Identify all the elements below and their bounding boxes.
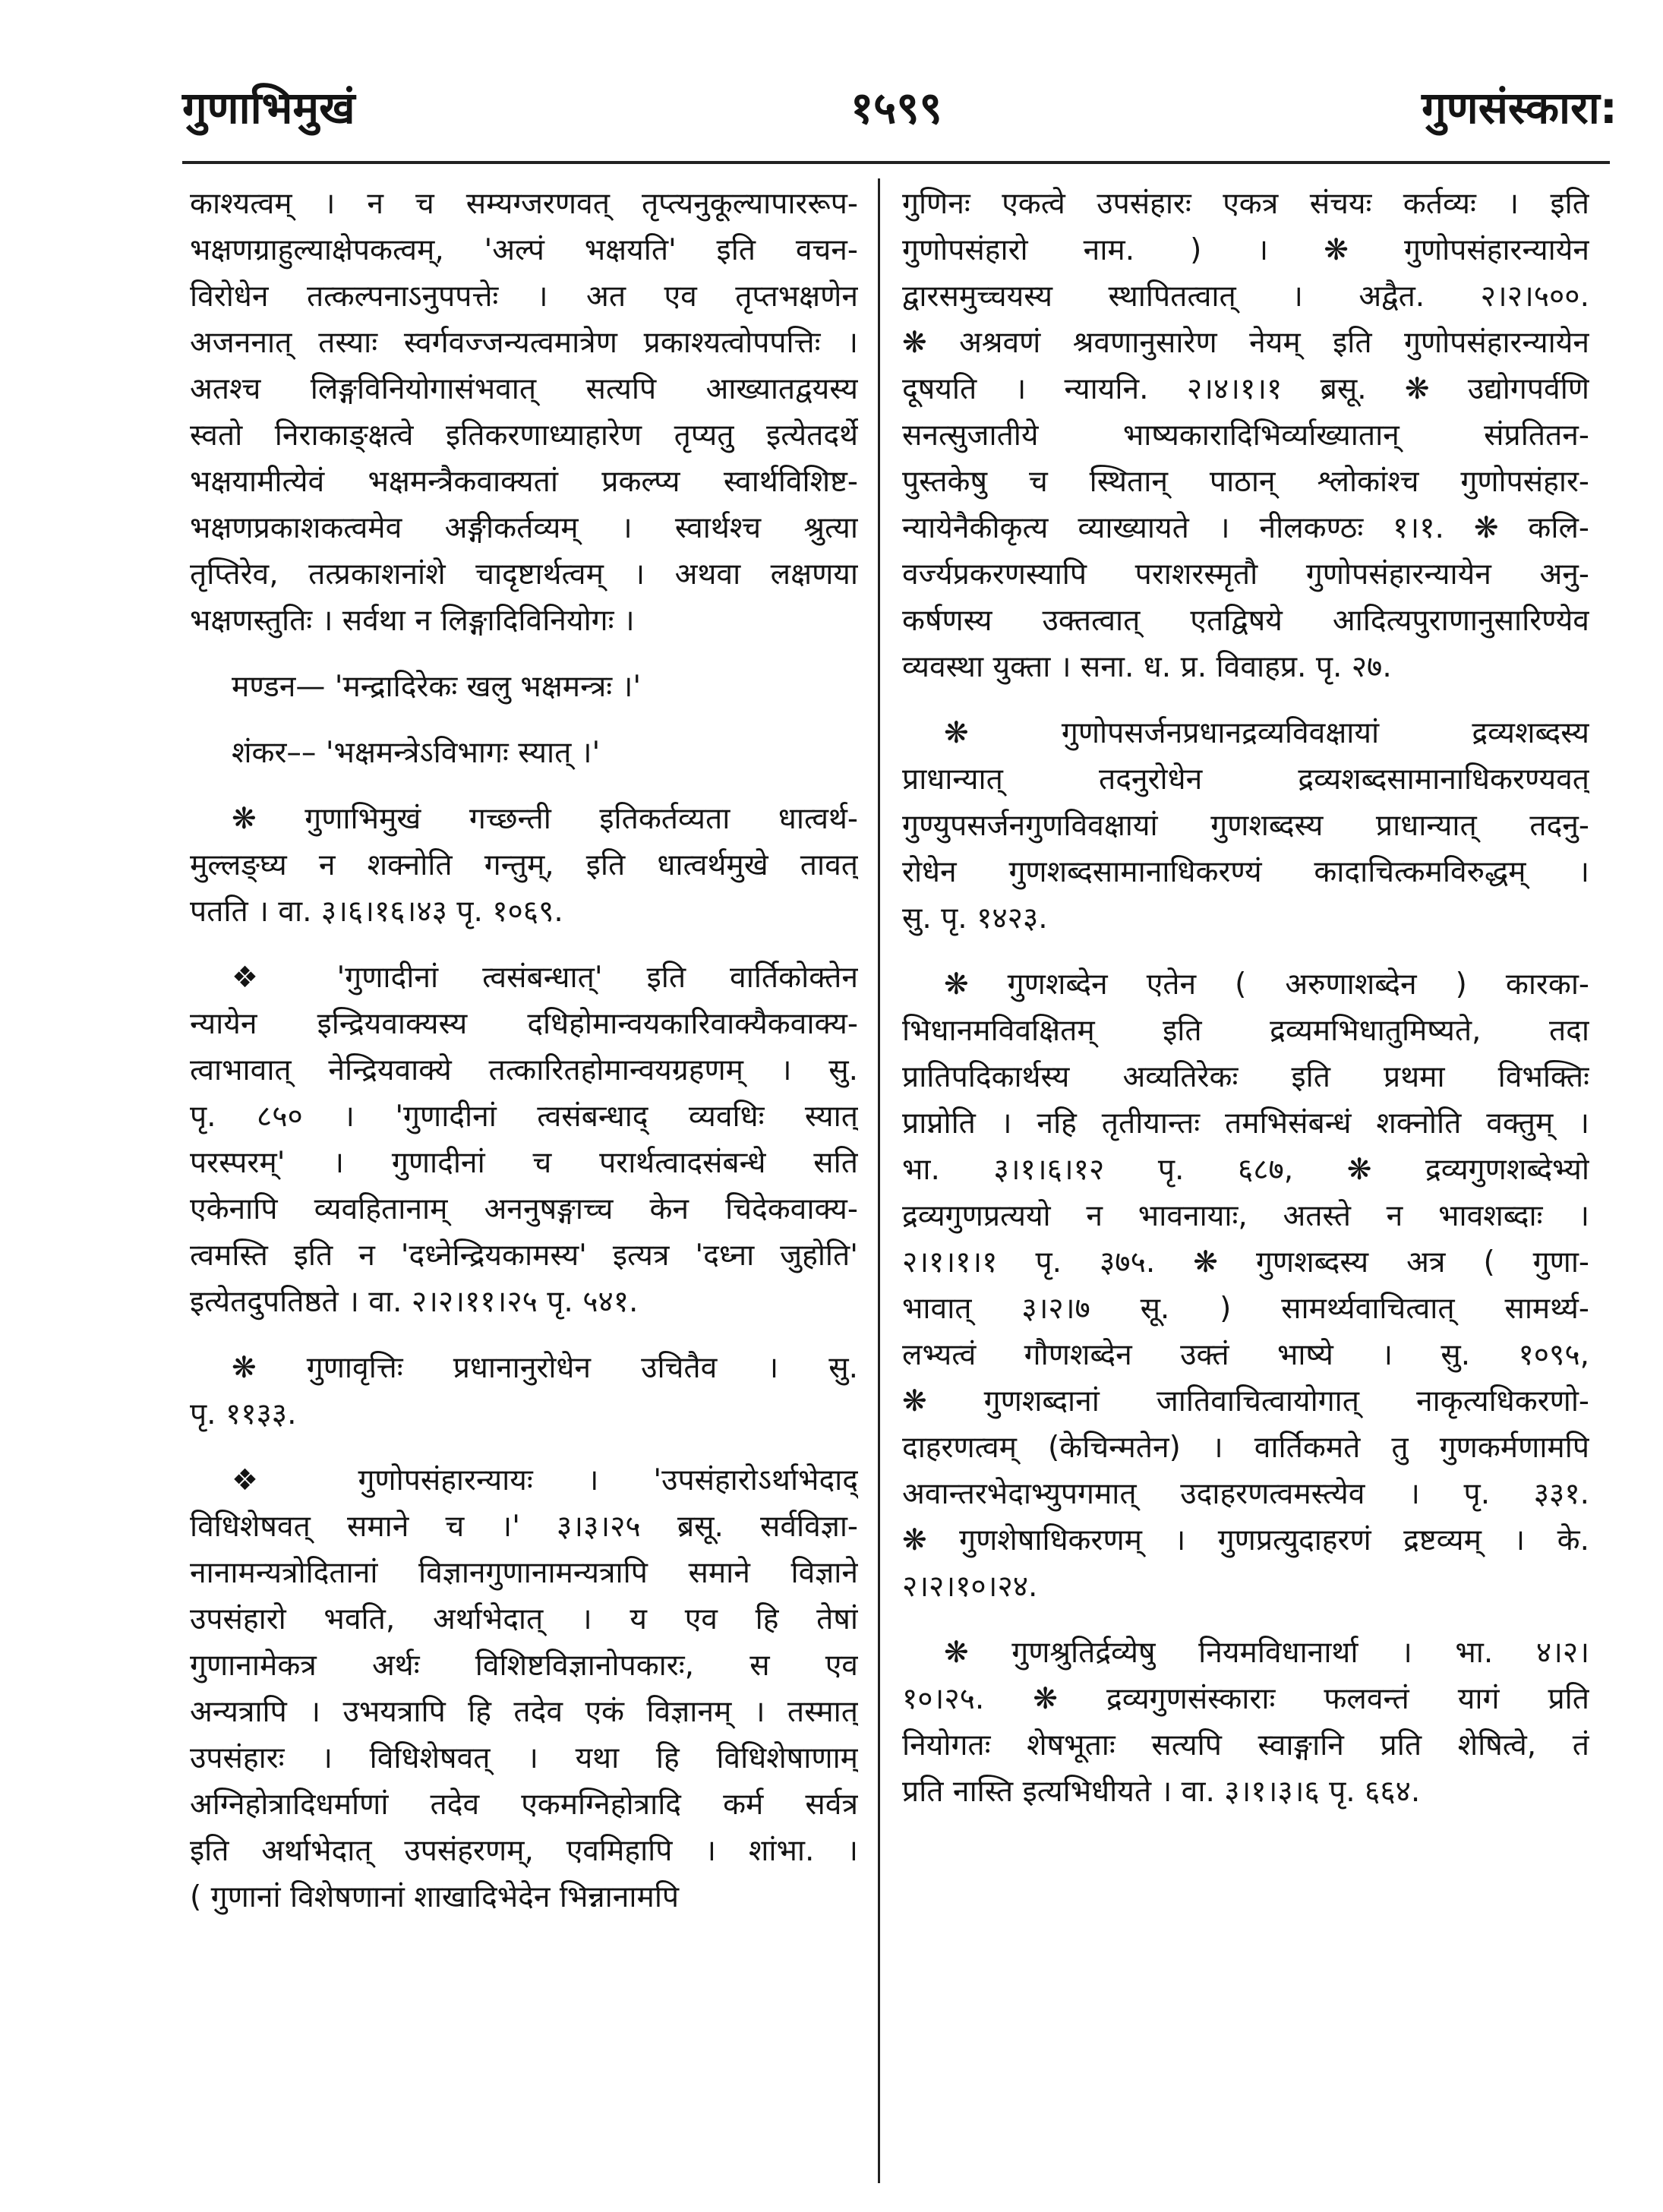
text-line: ❋ अश्रवणं श्रवणानुसारेण नेयम् इति गुणोपसंहारन्यायेन xyxy=(902,326,1589,360)
text-line: गुणोपसंहारो नाम. ) । ❋ गुणोपसंहारन्यायेन xyxy=(902,233,1589,267)
text-line: १०।२५. ❋ द्रव्यगुणसंस्काराः फलवन्तं यागं प्रति xyxy=(902,1682,1589,1716)
entry-paragraph xyxy=(190,1345,858,1437)
text-line: भक्षणस्तुतिः । सर्वथा न लिङ्गादिविनियोगः । xyxy=(190,604,635,638)
text-line: सु. पृ. १४२३. xyxy=(902,901,1048,936)
text-line: त्वमस्ति इति न 'दध्नेन्द्रियकामस्य' इत्यत्र 'दध्ना जुहोति' xyxy=(190,1239,858,1273)
text-line: कर्षणस्य उक्तत्वात् एतद्विषये आदित्यपुराणानुसारिण्येव xyxy=(902,604,1589,638)
entry-paragraph xyxy=(190,955,858,1325)
text-line: उपसंहारो भवति, अर्थाभेदात् । य एव हि तेषां xyxy=(190,1602,858,1636)
entry-paragraph xyxy=(902,710,1589,942)
text-line: गुण्युपसर्जनगुणविवक्षायां गुणशब्दस्य प्राधान्यात् तदनु- xyxy=(902,809,1589,843)
entry-paragraph xyxy=(902,1630,1589,1815)
text-line: भा. ३।१।६।१२ पृ. ६८७, ❋ द्रव्यगुणशब्देभ्यो xyxy=(902,1153,1589,1187)
text-line: पुस्तकेषु च स्थितान् पाठान् श्लोकांश्च गुणोपसंहार- xyxy=(902,465,1589,499)
text-line: पतति । वा. ३।६।१६।४३ पृ. १०६९. xyxy=(190,895,563,929)
text-line: भक्षणप्रकाशकत्वमेव अङ्गीकर्तव्यम् । स्वार्थश्च श्रुत्या xyxy=(190,511,858,545)
text-line: वर्ज्यप्रकरणस्यापि पराशरस्मृतौ गुणोपसंहारन्यायेन अनु- xyxy=(902,557,1589,592)
text-line: काश्यत्वम् । न च सम्यग्जरणवत् तृप्त्यनुकूल्यापाररूप- xyxy=(190,187,858,221)
text-line: इत्येतदुपतिष्ठते । वा. २।२।११।२५ पृ. ५४१. xyxy=(190,1285,639,1319)
text-line: प्राधान्यात् तदनुरोधेन द्रव्यशब्दसामानाधिकरण्यवत् xyxy=(902,762,1589,797)
text-line: दूषयति । न्यायनि. २।४।१।१ ब्रसू. ❋ उद्योगपर्वणि xyxy=(902,372,1589,406)
entry-paragraph xyxy=(902,181,1589,690)
text-line: न्यायेनैकीकृत्य व्याख्यायते । नीलकण्ठः १।१. ❋ कलि- xyxy=(902,511,1589,545)
text-line: स्वतो निराकाङ्क्षत्वे इतिकरणाध्याहारेण तृप्यतु इत्येतदर्थे xyxy=(190,418,858,453)
text-line: तृप्तिरेव, तत्प्रकाशनांशे चादृष्टार्थत्वम् । अथवा लक्षणया xyxy=(190,557,858,592)
page-header xyxy=(182,77,1617,138)
header-left-word: गुणाभिमुखं xyxy=(182,82,355,134)
text-line: पृ. ८५० । 'गुणादीनां त्वसंबन्धाद् व्यवधिः स्यात् xyxy=(190,1100,858,1134)
text-line: प्रति नास्ति इत्यभिधीयते । वा. ३।१।३।६ पृ. ६६४. xyxy=(902,1775,1421,1809)
text-line: ❋ गुणावृत्तिः प्रधानानुरोधेन उचितैव । सु. xyxy=(232,1351,858,1385)
text-line: ❋ गुणोपसर्जनप्रधानद्रव्यविवक्षायां द्रव्यशब्दस्य xyxy=(944,716,1589,750)
text-line: उपसंहारः । विधिशेषवत् । यथा हि विधिशेषाणाम् xyxy=(190,1741,858,1775)
entry-paragraph xyxy=(190,664,858,710)
text-line: पृ. ११३३. xyxy=(190,1397,297,1431)
text-line: लभ्यत्वं गौणशब्देन उक्तं भाष्ये । सु. १०९५, xyxy=(902,1338,1589,1372)
text-line: विधिशेषवत् समाने च ।' ३।३।२५ ब्रसू. सर्वविज्ञा- xyxy=(190,1510,858,1544)
left-column xyxy=(190,181,858,1940)
text-line: अवान्तरभेदाभ्युपगमात् उदाहरणत्वमस्त्येव । पृ. ३३१. xyxy=(902,1477,1589,1511)
text-line: मुल्लङ्घ्य न शक्नोति गन्तुम्, इति धात्वर्थमुखे तावत् xyxy=(190,848,858,882)
header-rule xyxy=(182,161,1610,164)
header-right-word: गुणसंस्कारा: xyxy=(1422,82,1617,134)
text-line: ❋ गुणशब्देन एतेन ( अरुणाशब्देन ) कारका- xyxy=(944,967,1589,1002)
text-line: एकेनापि व्यवहितानाम् अननुषङ्गाच्च केन चिदेकवाक्य- xyxy=(190,1192,858,1226)
text-line: व्यवस्था युक्ता । सना. ध. प्र. विवाहप्र. पृ. २७. xyxy=(902,650,1392,684)
text-line: अन्यत्रापि । उभयत्रापि हि तदेव एकं विज्ञानम् । तस्मात् xyxy=(190,1695,858,1729)
text-line: द्रव्यगुणप्रत्ययो न भावनायाः, अतस्ते न भावशब्दाः । xyxy=(902,1199,1589,1233)
text-line: दाहरणत्वम् (केचिन्मतेन) । वार्तिकमते तु गुणकर्मणामपि xyxy=(902,1431,1589,1465)
right-column xyxy=(902,181,1589,1835)
text-line: न्यायेन इन्द्रियवाक्यस्य दधिहोमान्वयकारिवाक्यैकवाक्य- xyxy=(190,1007,858,1041)
text-line: मण्डन— 'मन्द्रादिरेकः खलु भक्षमन्त्रः ।' xyxy=(232,670,642,704)
text-line: प्रातिपदिकार्थस्य अव्यतिरेकः इति प्रथमा विभक्तिः xyxy=(902,1060,1589,1094)
text-line: अतश्च लिङ्गविनियोगासंभवात् सत्यपि आख्यातद्वयस्य xyxy=(190,372,858,406)
text-line: भिधानमविवक्षितम् इति द्रव्यमभिधातुमिष्यते, तदा xyxy=(902,1014,1589,1048)
text-line: प्राप्नोति । नहि तृतीयान्तः तमभिसंबन्धं शक्नोति वक्तुम् । xyxy=(902,1106,1589,1141)
entry-paragraph xyxy=(190,796,858,935)
text-line: गुणिनः एकत्वे उपसंहारः एकत्र संचयः कर्तव्यः । इति xyxy=(902,187,1589,221)
text-line: परस्परम्' । गुणादीनां च परार्थत्वादसंबन्धे सति xyxy=(190,1146,858,1180)
text-line: ❖ गुणोपसंहारन्यायः । 'उपसंहारोऽर्थाभेदाद् xyxy=(232,1463,858,1497)
text-line: भक्षयामीत्येवं भक्षमन्त्रैकवाक्यतां प्रकल्प्य स्वार्थविशिष्ट- xyxy=(190,465,858,499)
text-line: ❖ 'गुणादीनां त्वसंबन्धात्' इति वार्तिकोक्तेन xyxy=(232,961,858,995)
text-line: नियोगतः शेषभूताः सत्यपि स्वाङ्गानि प्रति शेषित्वे, तं xyxy=(902,1728,1589,1762)
text-line: २।२।१०।२४. xyxy=(902,1570,1038,1604)
text-line: शंकर–– 'भक्षमन्त्रेऽविभागः स्यात् ।' xyxy=(232,736,601,770)
text-line: अग्निहोत्रादिधर्माणां तदेव एकमग्निहोत्रादि कर्म सर्वत्र xyxy=(190,1788,858,1822)
text-line: सनत्सुजातीये भाष्यकारादिभिर्व्याख्यातान् संप्रतितन- xyxy=(902,418,1589,453)
entry-paragraph xyxy=(190,181,858,644)
text-line: रोधेन गुणशब्दसामानाधिकरण्यं कादाचित्कमविरुद्धम् । xyxy=(902,855,1589,889)
text-line: अजननात् तस्याः स्वर्गवज्जन्यत्वमात्रेण प्रकाश्यत्वोपपत्तिः । xyxy=(190,326,858,360)
text-line: ❋ गुणशब्दानां जातिवाचित्वायोगात् नाकृत्यधिकरणो- xyxy=(902,1384,1589,1418)
text-line: भावात् ३।२।७ सू. ) सामर्थ्यवाचित्वात् सामर्थ्य- xyxy=(902,1292,1589,1326)
text-line: ❋ गुणश्रुतिर्द्रव्येषु नियमविधानार्था । भा. ४।२। xyxy=(944,1636,1589,1670)
page-number: १५९९ xyxy=(850,82,942,134)
text-line: द्वारसमुच्चयस्य स्थापितत्वात् । अद्वैत. २।२।५००. xyxy=(902,279,1589,314)
entry-paragraph xyxy=(190,1457,858,1920)
column-divider xyxy=(878,178,880,2183)
text-line: ❋ गुणाभिमुखं गच्छन्ती इतिकर्तव्यता धात्वर्थ- xyxy=(232,802,858,836)
text-line: गुणानामेकत्र अर्थः विशिष्टविज्ञानोपकारः, स एव xyxy=(190,1649,858,1683)
text-line: नानामन्यत्रोदितानां विज्ञानगुणानामन्यत्रापि समाने विज्ञाने xyxy=(190,1556,858,1590)
text-line: त्वाभावात् नेन्द्रियवाक्ये तत्कारितहोमान्वयग्रहणम् । सु. xyxy=(190,1053,858,1087)
text-line: ( गुणानां विशेषणानां शाखादिभेदेन भिन्नानामपि xyxy=(190,1880,680,1914)
text-line: भक्षणग्राहुल्याक्षेपकत्वम्, 'अल्पं भक्षयति' इति वचन- xyxy=(190,233,858,267)
entry-paragraph xyxy=(902,961,1589,1610)
text-line: ❋ गुणशेषाधिकरणम् । गुणप्रत्युदाहरणं द्रष्टव्यम् । के. xyxy=(902,1523,1589,1557)
text-line: इति अर्थाभेदात् उपसंहरणम्, एवमिहापि । शांभा. । xyxy=(190,1834,858,1868)
entry-paragraph xyxy=(190,730,858,776)
text-line: २।१।१।१ पृ. ३७५. ❋ गुणशब्दस्य अत्र ( गुणा- xyxy=(902,1245,1589,1280)
text-line: विरोधेन तत्कल्पनाऽनुपपत्तेः । अत एव तृप्तभक्षणेन xyxy=(190,279,858,314)
